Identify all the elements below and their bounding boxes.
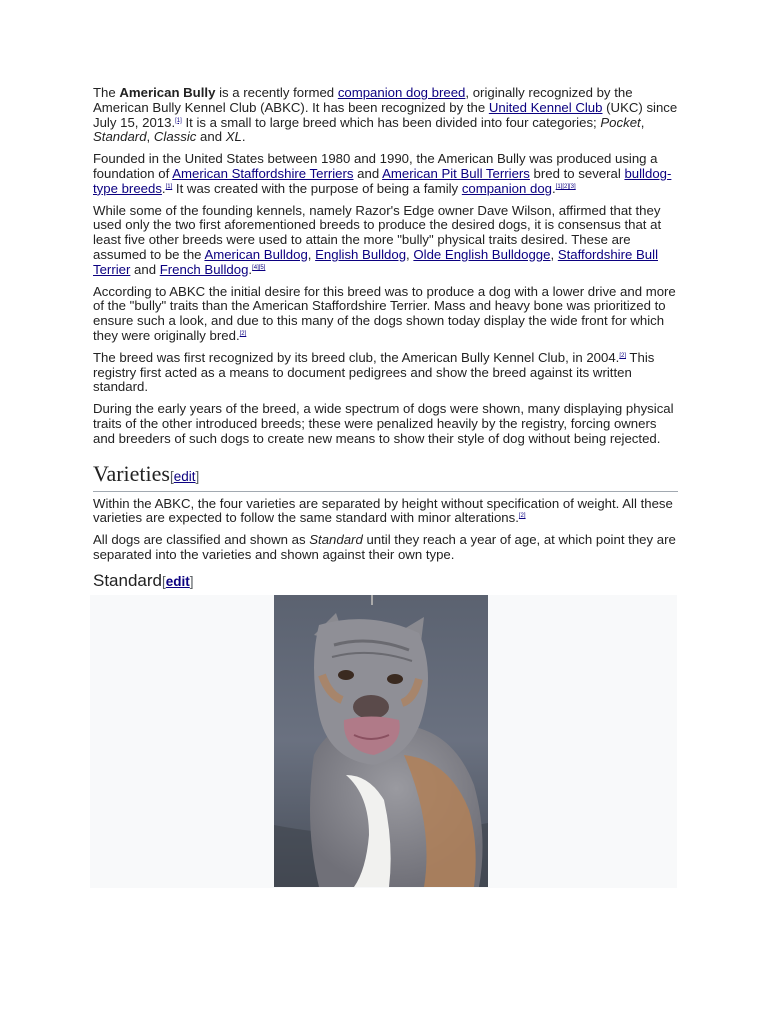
link-companion-dog[interactable]: companion dog	[461, 180, 552, 196]
intro-paragraph-3: While some of the founding kennels, namely Razor's Edge owner Dave Wilson, affirmed that they used only the two first aforementioned breeds to produce the desired dogs, it is consensus that at least five other breeds were used to attain the more "bully" physical traits desired. These are assumed to be the American Bulldog, English Bulldog, Olde English Bulldogge, Staffordshire Bull Terrier and French Bulldog.[4][5]	[93, 202, 662, 277]
article-content	[93, 86, 678, 888]
intro-paragraph-6: During the early years of the breed, a wide spectrum of dogs were shown, many displaying physical traits of the other introduced breeds; these were penalized heavily by the registry, forcing owners and breeders of such dogs to create new means to show their style of dog without being rejected.	[93, 401, 674, 446]
link-united-kennel-club[interactable]: United Kennel Club	[488, 99, 603, 115]
link-bulldog-type-breeds[interactable]: bulldog-type breeds	[93, 165, 672, 196]
citation-1[interactable]: [1]	[175, 117, 182, 124]
heading-varieties: Varieties[edit]	[93, 461, 678, 492]
link-olde-english-bulldogge[interactable]: Olde English Bulldogge	[413, 246, 551, 262]
citation-1[interactable]: [1]	[165, 183, 173, 190]
intro-paragraph-5: The breed was first recognized by its breed club, the American Bully Kennel Club, in 2004.[2] This registry first acted as a means to document pedigrees and show the breed against its written standard.	[93, 349, 655, 395]
edit-section-link: [edit]	[162, 573, 194, 589]
link-companion-dog-breed[interactable]: companion dog breed	[337, 85, 466, 100]
link-american-pit-bull-terriers[interactable]: American Pit Bull Terriers	[382, 165, 530, 181]
link-english-bulldog[interactable]: English Bulldog	[315, 246, 407, 262]
varieties-paragraph-2: All dogs are classified and shown as Standard until they reach a year of age, at which point they are separated into the varieties and shown against their own type.	[93, 532, 676, 562]
citation-4-5[interactable]: [4][5]	[252, 264, 266, 271]
intro-paragraph-1: The American Bully is a recently formed companion dog breed, originally recognized by the American Bully Kennel Club (ABKC). It has been recognized by the United Kennel Club (UKC) since July 15, 2013.[1] It is a small to large breed which has been divided into four categories; Pocket, Standard, Classic and XL.	[93, 85, 678, 145]
link-french-bulldog[interactable]: French Bulldog	[159, 261, 249, 277]
edit-varieties-link[interactable]: edit	[173, 468, 196, 484]
link-american-staffordshire-terriers[interactable]: American Staffordshire Terriers	[172, 165, 354, 181]
edit-section-link: [edit]	[169, 468, 200, 484]
varieties-paragraph-1: Within the ABKC, the four varieties are separated by height without specification of weight. All these varieties are expected to follow the same standard with minor alterations.[2]	[93, 495, 673, 526]
heading-standard: Standard[edit]	[93, 570, 194, 590]
dog-photo[interactable]	[274, 595, 488, 887]
citation-2[interactable]: [2]	[239, 330, 247, 337]
edit-standard-link[interactable]: edit	[165, 573, 190, 589]
image-thumbnail	[90, 595, 677, 888]
citation-1-2-3[interactable]: [1][2][3]	[555, 183, 576, 190]
citation-2[interactable]: [2]	[619, 352, 626, 359]
citation-2[interactable]: [2]	[518, 513, 526, 520]
link-staffordshire-bull-terrier[interactable]: Staffordshire Bull Terrier	[93, 246, 658, 277]
american-bully-dog-image	[274, 595, 488, 887]
intro-paragraph-4: According to ABKC the initial desire for this breed was to produce a dog with a lower drive and more of the "bully" traits than the American Staffordshire Terrier. Mass and heavy bone was prioritized to ensure such a look, and due to this many of the dogs shown today display the wide front for which they were originally bred.[2]	[93, 283, 676, 343]
breed-name: American Bully	[119, 85, 216, 100]
link-american-bulldog[interactable]: American Bulldog	[204, 246, 308, 262]
intro-paragraph-2: Founded in the United States between 1980 and 1990, the American Bully was produced using a foundation of American Staffordshire Terriers and American Pit Bull Terriers bred to several bulldog-type breeds.[1] It was created with the purpose of being a family companion dog.[1][2][3]	[93, 151, 672, 196]
